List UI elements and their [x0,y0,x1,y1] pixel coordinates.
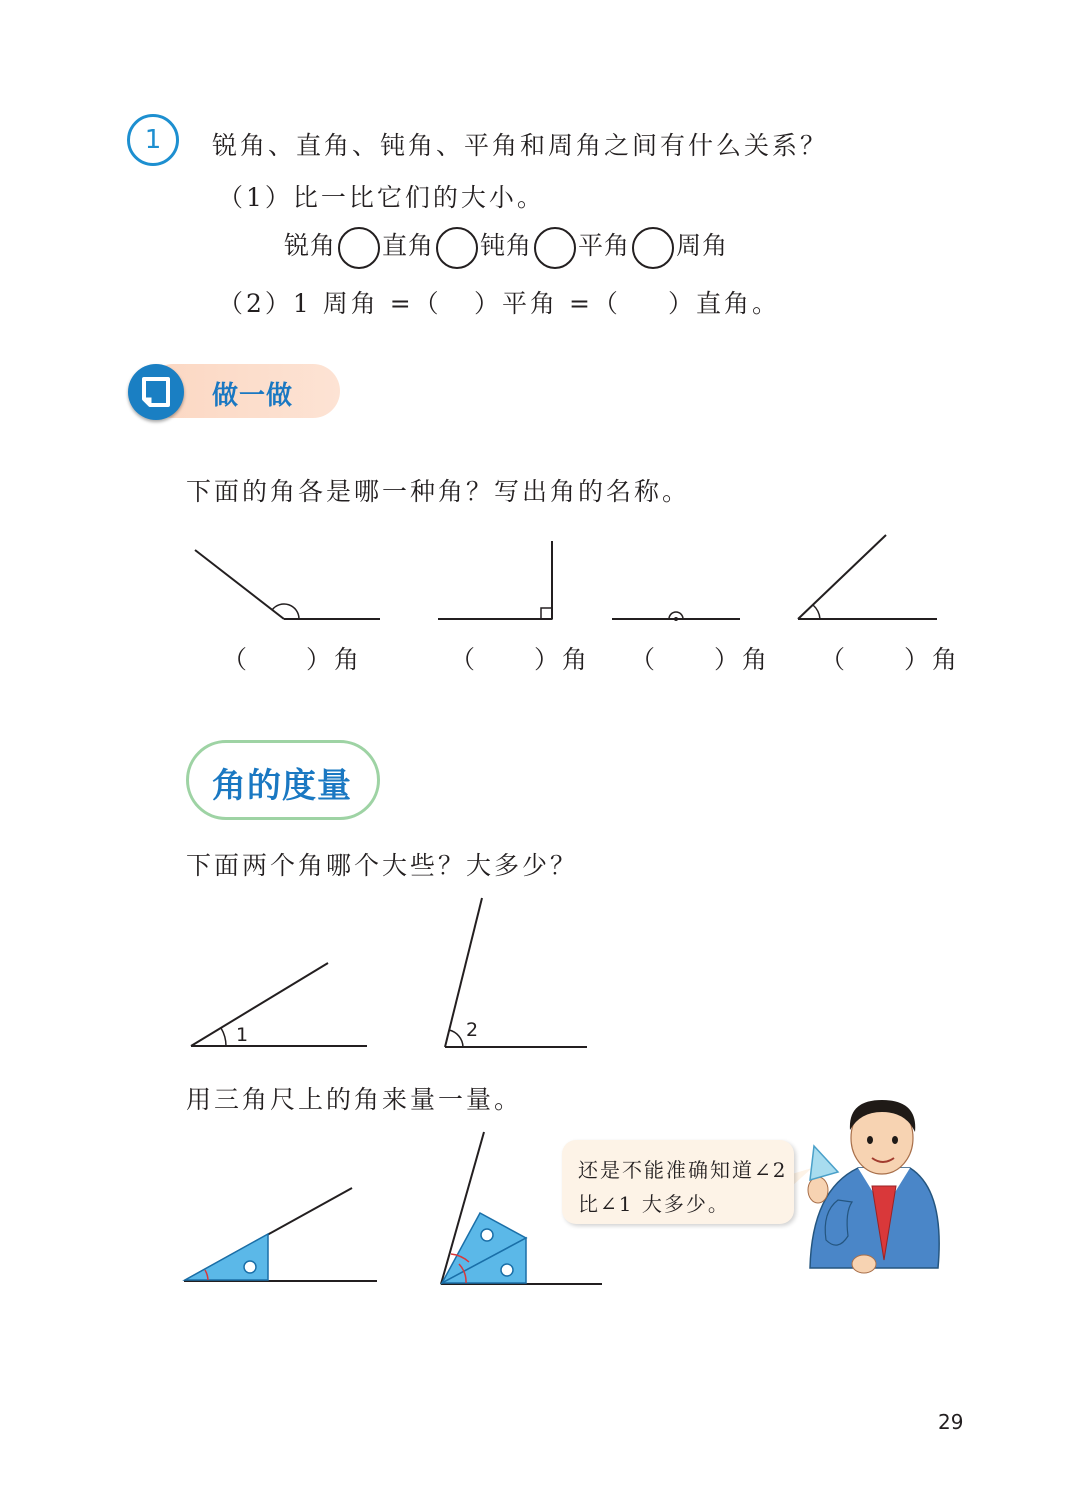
compare-item: 直角 [382,231,435,260]
section-question: 下面两个角哪个大些？大多少？ [186,851,579,880]
bubble-line-2: 比∠1 大多少。 [578,1192,730,1216]
compare-item: 平角 [578,231,631,260]
answer-blank-straight[interactable] [630,640,770,676]
problem-number-badge: 1 [127,114,179,166]
answer-suffix: 角 [334,645,363,674]
acute-angle-figure [798,535,937,619]
obtuse-angle-figure [195,550,380,619]
answer-blank-right[interactable] [450,640,590,676]
right-angle-figure [438,541,552,619]
set-square-on-angle-1 [184,1188,377,1281]
compare-item: 锐角 [284,231,337,260]
activity-label: 做一做 [212,381,294,411]
section-title: 角的度量 [212,766,352,806]
straight-angle-figure [612,612,740,621]
bubble-line-1: 还是不能准确知道∠2 [578,1158,788,1182]
angle-2-label: 2 [466,1019,479,1041]
angle-1-figure [191,963,367,1046]
answer-suffix: 角 [742,645,771,674]
answer-blank-acute[interactable] [820,640,960,676]
compare-item: 钝角 [480,231,533,260]
activity-instruction: 下面的角各是哪一种角？写出角的名称。 [186,477,691,506]
boy-illustration [808,1100,939,1273]
problem-part2-c: ）直角。 [668,289,781,318]
answer-paren: （ ） [820,645,933,674]
answer-paren: （ ） [222,645,335,674]
problem-part1: （1）比一比它们的大小。 [218,183,545,212]
angle-1-label: 1 [236,1024,249,1046]
section-instruction: 用三角尺上的角来量一量。 [186,1085,523,1114]
compare-item: 周角 [676,231,729,260]
answer-blank-obtuse[interactable] [222,640,362,676]
answer-suffix: 角 [562,645,591,674]
problem-part2-b: ）平角 =（ [474,289,621,318]
answer-paren: （ ） [630,645,743,674]
answer-paren: （ ） [450,645,563,674]
problem-question: 锐角、直角、钝角、平角和周角之间有什么关系？ [212,131,829,160]
page-number: 29 [938,1410,964,1434]
answer-suffix: 角 [932,645,961,674]
problem-part2-a: （2）1 周角 =（ [218,289,442,318]
